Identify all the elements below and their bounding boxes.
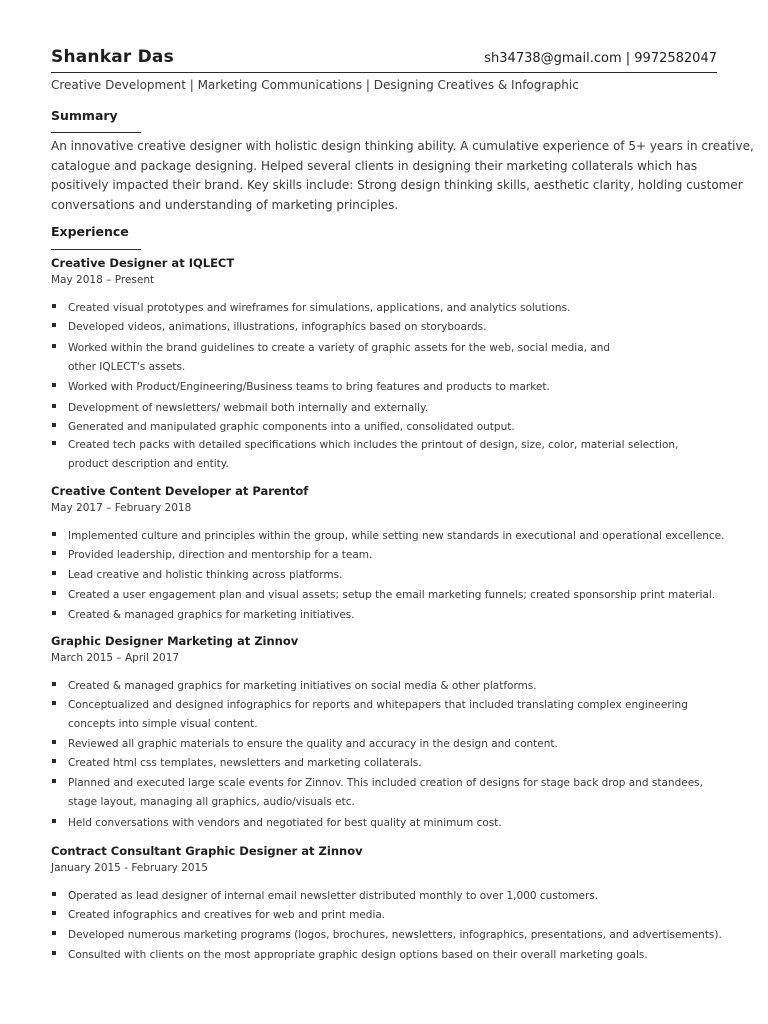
bullet-icon: [52, 423, 56, 427]
job-dates: May 2018 – Present: [51, 274, 155, 286]
bullet-text: Consulted with clients on the most appropriate graphic design options based on their overall marketing goals.: [68, 949, 648, 961]
bullet-icon: [52, 682, 56, 686]
summary-line: positively impacted their brand. Key skills include: Strong design thinking skills, aesthetic clarity, holding customer: [51, 178, 743, 192]
summary-heading: Summary: [51, 108, 118, 123]
bullet-text: Created infographics and creatives for web and print media.: [68, 909, 386, 921]
bullet-text: Created visual prototypes and wireframes for simulations, applications, and analytics solutions.: [68, 302, 571, 314]
bullet-icon: [52, 931, 56, 935]
candidate-name: Shankar Das: [51, 47, 174, 67]
bullet-text: Created html css templates, newsletters and marketing collaterals.: [68, 757, 422, 769]
bullet-text: other IQLECT's assets.: [68, 361, 186, 373]
bullet-text: Operated as lead designer of internal email newsletter distributed monthly to over 1,000 customers.: [68, 890, 599, 902]
experience-divider: [51, 249, 141, 250]
bullet-text: concepts into simple visual content.: [68, 718, 258, 730]
experience-heading: Experience: [51, 224, 129, 239]
bullet-text: Planned and executed large scale events for Zinnov. This included creation of designs for stage back drop and standees,: [68, 777, 703, 789]
bullet-text: Development of newsletters/ webmail both internally and externally.: [68, 402, 429, 414]
bullet-icon: [52, 591, 56, 595]
bullet-icon: [52, 911, 56, 915]
bullet-text: Created & managed graphics for marketing initiatives.: [68, 609, 355, 621]
bullet-icon: [52, 441, 56, 445]
job-dates: March 2015 – April 2017: [51, 652, 180, 664]
bullet-icon: [52, 611, 56, 615]
summary-line: catalogue and package designing. Helped several clients in designing their marketing collaterals which has: [51, 158, 698, 173]
bullet-text: Reviewed all graphic materials to ensure the quality and accuracy in the design and content.: [68, 738, 558, 750]
bullet-text: Created & managed graphics for marketing initiatives on social media & other platforms.: [68, 680, 537, 692]
bullet-icon: [52, 701, 56, 705]
bullet-icon: [52, 740, 56, 744]
bullet-icon: [52, 323, 56, 327]
bullet-text: Developed numerous marketing programs (logos, brochures, newsletters, infographics, presentations, and advertisements).: [68, 929, 722, 941]
summary-line: An innovative creative designer with holistic design thinking ability. A cumulative experience of 5+ years in creative,: [51, 139, 754, 153]
job-dates: May 2017 – February 2018: [51, 502, 192, 514]
bullet-text: Lead creative and holistic thinking across platforms.: [68, 569, 343, 581]
contact-info: sh34738@gmail.com | 9972582047: [484, 51, 717, 66]
job-title: Contract Consultant Graphic Designer at Zinnov: [51, 844, 363, 858]
bullet-icon: [52, 404, 56, 408]
bullet-icon: [52, 759, 56, 763]
bullet-icon: [52, 892, 56, 896]
bullet-text: Developed videos, animations, illustrations, infographics based on storyboards.: [68, 321, 487, 333]
bullet-text: product description and entity.: [68, 458, 229, 470]
bullet-text: Conceptualized and designed infographics for reports and whitepapers that included translating complex engineering: [68, 699, 688, 711]
bullet-text: Generated and manipulated graphic components into a unified, consolidated output.: [68, 421, 515, 433]
summary-text: [51, 137, 754, 215]
resume-header: [51, 44, 717, 73]
bullet-icon: [52, 344, 56, 348]
bullet-icon: [52, 779, 56, 783]
bullet-icon: [52, 951, 56, 955]
tagline: Creative Development | Marketing Communications | Designing Creatives & Infographic: [51, 78, 579, 92]
bullet-text: stage layout, managing all graphics, audio/visuals etc.: [68, 796, 355, 808]
bullet-text: Held conversations with vendors and negotiated for best quality at minimum cost.: [68, 817, 502, 829]
bullet-text: Provided leadership, direction and mentorship for a team.: [68, 549, 373, 561]
job-dates: January 2015 - February 2015: [51, 862, 208, 874]
bullet-text: Worked within the brand guidelines to create a variety of graphic assets for the web, social media, and: [68, 342, 611, 354]
bullet-icon: [52, 571, 56, 575]
bullet-icon: [52, 304, 56, 308]
job-title: Creative Designer at IQLECT: [51, 256, 235, 270]
bullet-text: Created tech packs with detailed specifications which includes the printout of design, size, color, material selection,: [68, 439, 679, 451]
bullet-icon: [52, 551, 56, 555]
job-title: Graphic Designer Marketing at Zinnov: [51, 634, 299, 648]
bullet-text: Created a user engagement plan and visual assets; setup the email marketing funnels; created sponsorship print material.: [68, 589, 716, 601]
summary-divider: [51, 132, 141, 133]
job-title: Creative Content Developer at Parentof: [51, 484, 309, 498]
bullet-icon: [52, 532, 56, 536]
summary-line: conversations and understanding of marketing principles.: [51, 197, 399, 212]
bullet-text: Worked with Product/Engineering/Business teams to bring features and products to market.: [68, 381, 550, 393]
bullet-icon: [52, 819, 56, 823]
bullet-icon: [52, 383, 56, 387]
bullet-text: Implemented culture and principles within the group, while setting new standards in executional and operational excellence.: [68, 530, 725, 542]
